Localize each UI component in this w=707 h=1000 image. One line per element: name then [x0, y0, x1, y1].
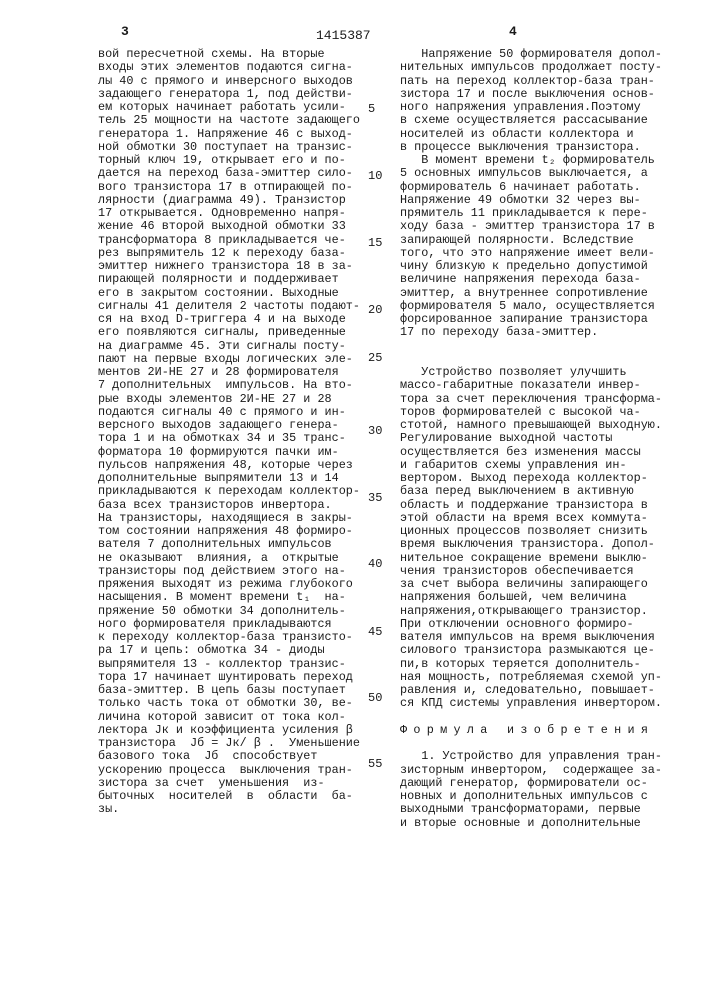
text-line: прямитель 11 прикладывается к пере-: [400, 207, 662, 220]
text-line: рые входы элементов 2И-НЕ 27 и 28: [98, 393, 360, 406]
text-line: транзистора Jб = Jк/ β . Уменьшение: [98, 737, 360, 750]
text-line: ускорению процесса выключения тран-: [98, 764, 360, 777]
text-line: вой пересчетной схемы. На вторые: [98, 48, 360, 61]
text-line: В момент времени t₂ формирователь: [400, 154, 662, 167]
text-line: транзисторы под действием этого на-: [98, 565, 360, 578]
text-line: база всех транзисторов инвертора.: [98, 499, 360, 512]
text-line: ходу база - эмиттер транзистора 17 в: [400, 220, 662, 233]
text-line: тора за счет переключения трансформа-: [400, 393, 662, 406]
line-number: 25: [368, 352, 382, 365]
text-line: 5 основных импульсов выключается, а: [400, 167, 662, 180]
line-number: 35: [368, 492, 382, 505]
text-line: тора 1 и на обмотках 34 и 35 транс-: [98, 432, 360, 445]
text-line: равления и, следовательно, повышает-: [400, 684, 662, 697]
text-line: осуществляется без изменения массы: [400, 446, 662, 459]
text-line: трансформатора 8 прикладывается че-: [98, 234, 360, 247]
text-line: личина которой зависит от тока кол-: [98, 711, 360, 724]
text-line: сигналы 41 делителя 2 частоты подают-: [98, 300, 360, 313]
text-line: вертором. Выход перехода коллектор-: [400, 472, 662, 485]
left-column: [98, 48, 360, 817]
text-line: форсированное запирание транзистора: [400, 313, 662, 326]
text-line: лы 40 с прямого и инверсного выходов: [98, 75, 360, 88]
patent-number: 1415387: [316, 28, 371, 43]
text-line: [400, 711, 662, 724]
text-line: генератора 1. Напряжение 46 с выход-: [98, 128, 360, 141]
text-line: формирователя 5 мало, осуществляется: [400, 300, 662, 313]
text-line: ного формирователя прикладываются: [98, 618, 360, 631]
text-line: носителей из области коллектора и: [400, 128, 662, 141]
text-line: пи,в которых теряется дополнитель-: [400, 658, 662, 671]
text-line: зы.: [98, 803, 360, 816]
text-line: чину близкую к предельно допустимой: [400, 260, 662, 273]
text-line: Регулирование выходной частоты: [400, 432, 662, 445]
text-line: тель 25 мощности на частоте задающего: [98, 114, 360, 127]
line-number: 45: [368, 626, 382, 639]
text-line: зистора 17 и после выключения основ-: [400, 88, 662, 101]
text-line: тора 17 начинает шунтировать переход: [98, 671, 360, 684]
page-number-right: 4: [509, 24, 517, 39]
text-line: нительных импульсов продолжает посту-: [400, 61, 662, 74]
text-line: вого транзистора 17 в отпирающей по-: [98, 181, 360, 194]
claim-line: дающий генератор, формирователи ос-: [400, 777, 662, 790]
text-line: вателя импульсов на время выключения: [400, 631, 662, 644]
text-line: и габаритов схемы управления ин-: [400, 459, 662, 472]
text-line: нительное сокращение времени выклю-: [400, 552, 662, 565]
line-number: 15: [368, 237, 382, 250]
text-line: этой области на время всех коммута-: [400, 512, 662, 525]
text-line: его в закрытом состоянии. Выходные: [98, 287, 360, 300]
text-line: пряжение 50 обмотки 34 дополнитель-: [98, 605, 360, 618]
text-line: время выключения транзистора. Допол-: [400, 538, 662, 551]
text-line: Напряжение 50 формирователя допол-: [400, 48, 662, 61]
text-line: торный ключ 19, открывает его и по-: [98, 154, 360, 167]
text-line: [400, 353, 662, 366]
text-line: ся КПД системы управления инвертором.: [400, 697, 662, 710]
text-line: торов формирователей с высокой ча-: [400, 406, 662, 419]
text-line: ная мощность, потребляемая схемой уп-: [400, 671, 662, 684]
text-line: напряжения,открывающего транзистор.: [400, 605, 662, 618]
text-line: дополнительные выпрямители 13 и 14: [98, 472, 360, 485]
text-line: пряжения выходят из режима глубокого: [98, 578, 360, 591]
text-line: область и поддержание транзистора в: [400, 499, 662, 512]
line-number: 10: [368, 170, 382, 183]
claim-line: [400, 737, 662, 750]
text-line: массо-габаритные показатели инвер-: [400, 379, 662, 392]
text-line: задающего генератора 1, под действи-: [98, 88, 360, 101]
text-line: лярности (диаграмма 49). Транзистор: [98, 194, 360, 207]
text-line: входы этих элементов подаются сигна-: [98, 61, 360, 74]
text-line: ментов 2И-НЕ 27 и 28 формирователя: [98, 366, 360, 379]
text-line: база перед выключением в активную: [400, 485, 662, 498]
line-number: 20: [368, 304, 382, 317]
text-line: быточных носителей в области ба-: [98, 790, 360, 803]
claim-line: 1. Устройство для управления тран-: [400, 750, 662, 763]
text-line: лектора Jк и коэффициента усиления β: [98, 724, 360, 737]
text-line: пают на первые входы логических эле-: [98, 353, 360, 366]
text-line: чения транзисторов обеспечивается: [400, 565, 662, 578]
text-line: Устройство позволяет улучшить: [400, 366, 662, 379]
right-column: [400, 48, 662, 830]
text-line: к переходу коллектор-база транзисто-: [98, 631, 360, 644]
text-line: 17 по переходу база-эмиттер.: [400, 326, 662, 339]
text-line: зистора за счет уменьшения из-: [98, 777, 360, 790]
text-line: на диаграмме 45. Эти сигналы посту-: [98, 340, 360, 353]
text-line: в процессе выключения транзистора.: [400, 141, 662, 154]
text-line: величине напряжения перехода база-: [400, 273, 662, 286]
text-line: за счет выбора величины запирающего: [400, 578, 662, 591]
text-line: том состоянии напряжения 48 формиро-: [98, 525, 360, 538]
text-line: [400, 340, 662, 353]
text-line: база-эмиттер. В цепь базы поступает: [98, 684, 360, 697]
text-line: дается на переход база-эмиттер сило-: [98, 167, 360, 180]
text-line: выпрямителя 13 - коллектор транзис-: [98, 658, 360, 671]
text-line: ся на вход D-триггера 4 и на выходе: [98, 313, 360, 326]
text-line: ного напряжения управления.Поэтому: [400, 101, 662, 114]
text-line: ем которых начинает работать усили-: [98, 101, 360, 114]
text-line: версного выходов задающего генера-: [98, 419, 360, 432]
text-line: Напряжение 49 обмотки 32 через вы-: [400, 194, 662, 207]
line-number: 30: [368, 425, 382, 438]
text-line: того, что это напряжение имеет вели-: [400, 247, 662, 260]
text-line: На транзисторы, находящиеся в закры-: [98, 512, 360, 525]
line-number: 40: [368, 558, 382, 571]
claim-line: зисторным инвертором, содержащее за-: [400, 764, 662, 777]
text-line: При отключении основного формиро-: [400, 618, 662, 631]
text-line: запирающей полярности. Вследствие: [400, 234, 662, 247]
claim-line: новных и дополнительных импульсов с: [400, 790, 662, 803]
claim-line: выходными трансформаторами, первые: [400, 803, 662, 816]
line-number: 50: [368, 692, 382, 705]
text-line: в схеме осуществляется рассасывание: [400, 114, 662, 127]
text-line: жение 46 второй выходной обмотки 33: [98, 220, 360, 233]
text-line: форматора 10 формируются пачки им-: [98, 446, 360, 459]
text-line: формирователь 6 начинает работать.: [400, 181, 662, 194]
text-line: подаются сигналы 40 с прямого и ин-: [98, 406, 360, 419]
line-number: 5: [368, 103, 375, 116]
text-line: прикладываются к переходам коллектор-: [98, 485, 360, 498]
page-number-left: 3: [121, 24, 129, 39]
text-line: ной обмотки 30 поступает на транзис-: [98, 141, 360, 154]
line-number: 55: [368, 758, 382, 771]
text-line: пульсов напряжения 48, которые через: [98, 459, 360, 472]
text-line: вателя 7 дополнительных импульсов: [98, 538, 360, 551]
claims-title: Формула изобретения: [400, 724, 662, 737]
text-line: эмиттер, а внутреннее сопротивление: [400, 287, 662, 300]
text-line: ра 17 и цепь: обмотка 34 - диоды: [98, 644, 360, 657]
text-line: силового транзистора размыкаются це-: [400, 644, 662, 657]
text-line: ционных процессов позволяет снизить: [400, 525, 662, 538]
claim-line: и вторые основные и дополнительные: [400, 817, 662, 830]
text-line: пать на переход коллектор-база тран-: [400, 75, 662, 88]
text-line: 7 дополнительных импульсов. На вто-: [98, 379, 360, 392]
text-line: 17 открывается. Одновременно напря-: [98, 207, 360, 220]
text-line: пирающей полярности и поддерживает: [98, 273, 360, 286]
text-line: базового тока Jб способствует: [98, 750, 360, 763]
text-line: его появляются сигналы, приведенные: [98, 326, 360, 339]
text-line: эмиттер нижнего транзистора 18 в за-: [98, 260, 360, 273]
text-line: не оказывают влияния, а открытые: [98, 552, 360, 565]
text-line: только часть тока от обмотки 30, ве-: [98, 697, 360, 710]
text-line: напряжения большей, чем величина: [400, 591, 662, 604]
text-line: рез выпрямитель 12 к переходу база-: [98, 247, 360, 260]
text-line: насыщения. В момент времени t₁ на-: [98, 591, 360, 604]
text-line: стотой, намного превышающей выходную.: [400, 419, 662, 432]
